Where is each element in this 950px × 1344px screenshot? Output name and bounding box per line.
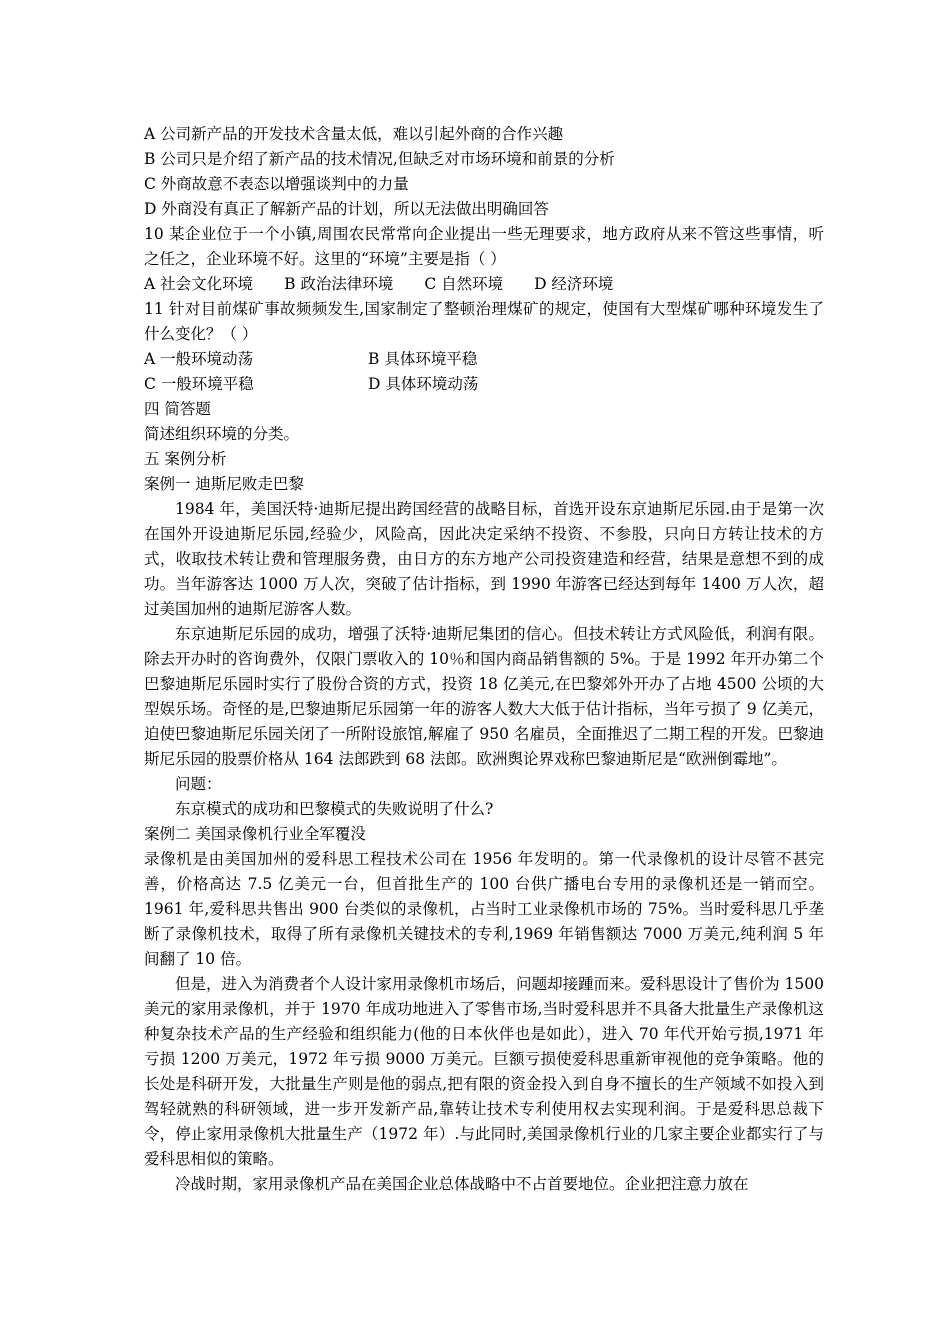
q10-option-d: D 经济环境 xyxy=(534,275,614,293)
case1-paragraph-2: 东京迪斯尼乐园的成功，增强了沃特·迪斯尼集团的信心。但技术转让方式风险低，利润有限。除去开办时的咨询费外，仅限门票收入的 10％和国内商品销售额的 5%。于是 1992 年开办第二个巴黎迪斯尼乐园时实行了股份合资的方式，投资 18 亿美元,在巴黎郊外开办了占地 4500 公顷的大型娱乐场。奇怪的是,巴黎迪斯尼乐园第一年的游客人数大大低于估计指标，当年亏损了 9 亿美元，迫使巴黎迪斯尼乐园关闭了一所附设旅馆,解雇了 950 名雇员，全面推迟了二期工程的开发。巴黎迪斯尼乐园的股票价格从 164 法郎跌到 68 法郎。欧洲舆论界戏称巴黎迪斯尼是“欧洲倒霉地”。 xyxy=(144,625,824,768)
q10-option-a: A 社会文化环境 xyxy=(144,275,254,293)
case2-paragraph-1: 录像机是由美国加州的爱科思工程技术公司在 1956 年发明的。第一代录像机的设计尽管不甚完善，价格高达 7.5 亿美元一台，但首批生产的 100 台供广播电台专用的录像机还是一销而空。1961 年,爱科思共售出 900 台类似的录像机，占当时工业录像机市场的 75%。当时爱科思几乎垄断了录像机技术，取得了所有录像机关键技术的专利,1969 年销售额达 7000 万美元,纯利润 5 年间翻了 10 倍。 xyxy=(144,850,824,968)
q9-option-d: D 外商没有真正了解新产品的计划，所以无法做出明确回答 xyxy=(144,200,549,218)
q11-options-row1 xyxy=(144,347,824,372)
document-body xyxy=(144,122,824,1197)
q9-option-c: C 外商故意不表态以增强谈判中的力量 xyxy=(144,175,409,193)
section4-title: 四 简答题 xyxy=(144,400,211,418)
q10-option-b: B 政治法律环境 xyxy=(284,275,394,293)
case2-title: 案例二 美国录像机行业全军覆没 xyxy=(144,825,366,843)
q11-option-c: C 一般环境平稳 xyxy=(144,375,254,393)
q11-stem: 11 针对目前煤矿事故频频发生,国家制定了整顿治理煤矿的规定，使国有大型煤矿哪种环境发生了什么变化？（ ） xyxy=(144,300,824,343)
q11-option-a: A 一般环境动荡 xyxy=(144,350,254,368)
q11-option-d: D 具体环境动荡 xyxy=(368,375,479,393)
q11-option-b: B 具体环境平稳 xyxy=(368,350,478,368)
case1-title: 案例一 迪斯尼败走巴黎 xyxy=(144,475,304,493)
case2-paragraph-3: 冷战时期，家用录像机产品在美国企业总体战略中不占首要地位。企业把注意力放在 xyxy=(175,1175,749,1193)
case1-question: 东京模式的成功和巴黎模式的失败说明了什么? xyxy=(175,800,494,818)
section4-question: 简述组织环境的分类。 xyxy=(144,425,300,443)
case1-question-label: 问题： xyxy=(175,775,222,793)
q11-options-row2 xyxy=(144,372,824,397)
q10-option-c: C 自然环境 xyxy=(424,275,504,293)
q10-options xyxy=(144,272,824,297)
section5-title: 五 案例分析 xyxy=(144,450,227,468)
q9-option-a: A 公司新产品的开发技术含量太低，难以引起外商的合作兴趣 xyxy=(144,125,564,143)
q10-stem: 10 某企业位于一个小镇,周围农民常常向企业提出一些无理要求，地方政府从来不管这些事情，听之任之，企业环境不好。这里的“环境”主要是指（ ） xyxy=(144,225,824,268)
case2-paragraph-2: 但是，进入为消费者个人设计家用录像机市场后，问题却接踵而来。爱科思设计了售价为 1500 美元的家用录像机，并于 1970 年成功地进入了零售市场,当时爱科思并不具备大批量生产录像机这种复杂技术产品的生产经验和组织能力(他的日本伙伴也是如此），进入 70 年代开始亏损,1971 年亏损 1200 万美元，1972 年亏损 9000 万美元。巨额亏损使爱科思重新审视他的竞争策略。他的长处是科研开发，大批量生产则是他的弱点,把有限的资金投入到自身不擅长的生产领域不如投入到驾轻就熟的科研领域，进一步开发新产品,靠转让技术专利使用权去实现利润。于是爱科思总裁下令，停止家用录像机大批量生产（1972 年）.与此同时,美国录像机行业的几家主要企业都实行了与爱科思相似的策略。 xyxy=(144,975,824,1168)
q9-option-b: B 公司只是介绍了新产品的技术情况,但缺乏对市场环境和前景的分析 xyxy=(144,150,615,168)
case1-paragraph-1: 1984 年，美国沃特·迪斯尼提出跨国经营的战略目标，首选开设东京迪斯尼乐园.由于是第一次在国外开设迪斯尼乐园,经验少，风险高，因此决定采纳不投资、不参股，只向日方转让技术的方式，收取技术转让费和管理服务费，由日方的东方地产公司投资建造和经营，结果是意想不到的成功。当年游客达 1000 万人次，突破了估计指标，到 1990 年游客已经达到每年 1400 万人次，超过美国加州的迪斯尼游客人数。 xyxy=(144,500,824,618)
